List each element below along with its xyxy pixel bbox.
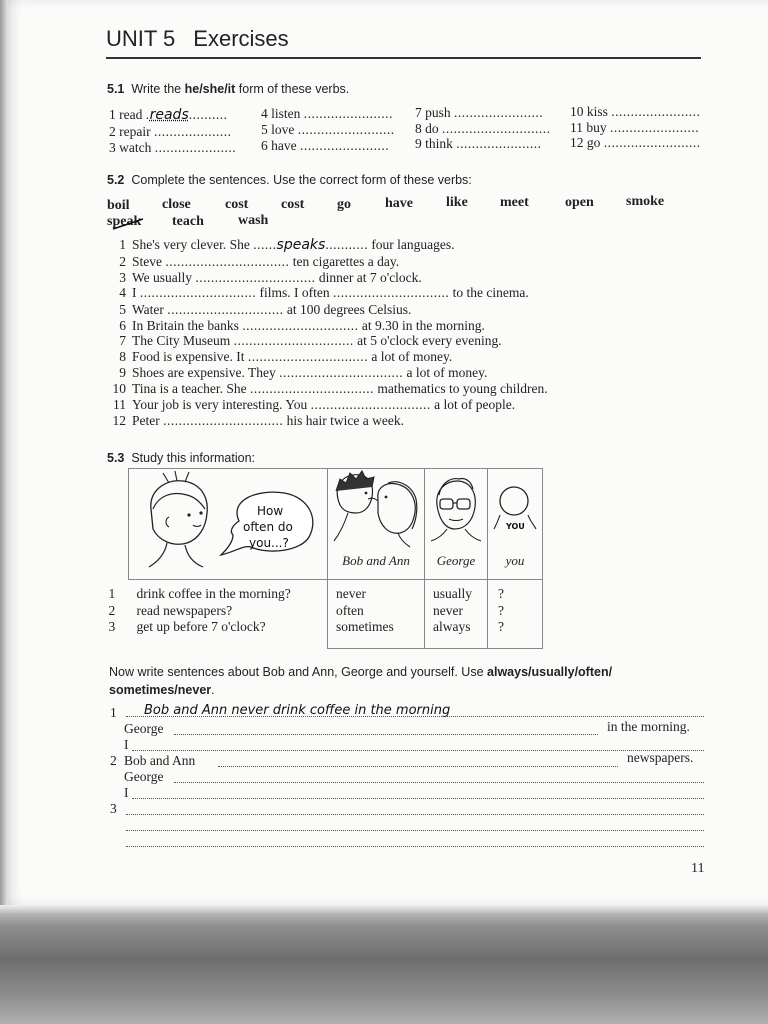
answer-field[interactable]: ............................... (195, 270, 316, 285)
sentence (112, 302, 411, 318)
verb-item (415, 121, 551, 137)
line-start: I (124, 785, 129, 800)
answer-field[interactable]: ....................... (454, 105, 544, 120)
answer-field[interactable]: ................................ (249, 381, 374, 396)
item-number: 2 (108, 602, 116, 618)
frequency-value: sometimes (336, 619, 394, 634)
bob-and-ann-answers (328, 580, 425, 649)
item-number: 7 (119, 333, 126, 348)
sentence-text: a lot of money. (368, 349, 453, 364)
verb-item (261, 138, 389, 154)
page-number: 11 (691, 861, 705, 876)
verb-option: open (565, 195, 594, 210)
answer-field[interactable]: ....................... (303, 106, 393, 121)
sentence-text: Water (132, 302, 168, 317)
illustration-cell (129, 469, 328, 580)
answer-field[interactable]: ............................... (233, 333, 354, 348)
instruction-bold: always/usually/often/ (487, 665, 613, 679)
verb-label: listen (271, 106, 301, 121)
writing-line[interactable] (126, 716, 704, 717)
questioner-illustration (129, 469, 327, 579)
verb-option: like (446, 195, 468, 210)
instruction-text: Study this information: (131, 451, 256, 465)
sentence-text: to the cinema. (449, 285, 529, 300)
writing-line[interactable] (174, 734, 598, 735)
question-text: get up before 7 o'clock? (136, 619, 266, 634)
question-text: read newspapers? (136, 602, 233, 618)
item-number: 6 (261, 138, 268, 153)
verb-option: teach (172, 214, 204, 229)
item-number: 2 (109, 124, 116, 139)
sentence-text: In Britain the banks (132, 318, 243, 333)
sentence (112, 333, 502, 349)
sentence-text: Steve (132, 254, 166, 269)
question-list (109, 586, 291, 636)
exercise-5-3-heading (107, 451, 255, 465)
verb-label: do (425, 121, 439, 136)
verb-label: go (586, 135, 601, 150)
answer-field[interactable]: ............................... (247, 349, 368, 364)
answer-field[interactable]: .............................. (139, 285, 257, 300)
answer-field[interactable]: .............................. (333, 285, 450, 300)
scan-background (0, 905, 768, 1024)
answer-field[interactable]: ....................... (611, 104, 701, 119)
question-row (109, 586, 291, 603)
item-number: 12 (112, 413, 126, 428)
item-number: 8 (119, 349, 126, 364)
sentence (112, 381, 548, 397)
writing-line[interactable] (126, 846, 704, 847)
item-number: 3 (109, 140, 116, 155)
frequency-value: ? (498, 602, 504, 618)
answer-field[interactable]: ......................... (297, 122, 395, 137)
sentence-text: Food is expensive. It (132, 349, 248, 364)
item-number: 12 (570, 135, 584, 150)
item-number: 3 (108, 619, 116, 634)
verb-option-crossed (107, 214, 141, 230)
frequency-value: often (336, 602, 364, 618)
verb-label: have (271, 138, 297, 153)
item-number: 4 (261, 106, 268, 121)
item-number: 11 (570, 120, 583, 135)
column-header: George (436, 553, 476, 568)
exercise-5-1-heading (107, 82, 349, 96)
cross-out-mark (111, 217, 145, 231)
frequency-value: always (433, 619, 471, 634)
answer-field[interactable]: ......................... (603, 135, 701, 150)
item-number: 3 (110, 801, 117, 816)
unit-title: Exercises (193, 26, 289, 51)
line-start: George (124, 721, 164, 736)
exercise-5-2-heading (107, 173, 472, 187)
sentence-text: Tina is a teacher. She (132, 381, 250, 396)
verb-option: smoke (626, 194, 665, 209)
page-binding-shadow (0, 0, 8, 905)
answer-field[interactable]: ................................ (165, 254, 290, 269)
george-illustration (425, 469, 487, 549)
sentence-text: dinner at 7 o'clock. (315, 270, 422, 285)
sentence-text: I (132, 285, 140, 300)
bubble-line: you...? (249, 536, 289, 550)
verb-label: buy (586, 120, 607, 135)
sentence (112, 365, 487, 381)
unit-heading (106, 26, 289, 52)
writing-line[interactable] (132, 798, 704, 799)
verb-item (415, 136, 542, 152)
item-number: 9 (119, 365, 126, 380)
instruction-text: . (211, 683, 215, 697)
verb-label: watch (119, 140, 152, 155)
instruction-text: form of these verbs. (235, 82, 350, 96)
sentence-text: Shoes are expensive. They (132, 365, 280, 380)
sentence-text: We usually (132, 270, 196, 285)
verb-option: wash (238, 213, 269, 228)
verb-item (415, 105, 543, 121)
sentence-text: his hair twice a week. (283, 413, 404, 428)
you-cell (488, 469, 543, 580)
verb-option: close (162, 197, 191, 212)
exercise-number: 5.3 (107, 451, 125, 465)
item-number: 1 (109, 107, 116, 122)
answer-field[interactable]: .............................. (167, 302, 284, 317)
verb-item (261, 106, 393, 122)
bubble-line: How (257, 504, 284, 518)
answer-field[interactable]: ................................ (279, 365, 404, 380)
sentence-text: at 100 degrees Celsius. (283, 302, 412, 317)
item-number: 7 (415, 105, 422, 120)
verb-label: kiss (586, 104, 608, 119)
item-number: 5 (119, 302, 126, 317)
sentence (112, 318, 485, 334)
you-illustration (488, 469, 542, 549)
sentence (112, 413, 404, 429)
sentence (112, 270, 422, 286)
sentence-text: a lot of people. (430, 397, 516, 412)
sentence-text: mathematics to young children. (373, 381, 548, 396)
line-end: in the morning. (607, 719, 690, 734)
verb-label: think (425, 136, 453, 151)
answer-field[interactable]: Bob and Ann never drink coffee in the morning (144, 703, 451, 718)
writing-instruction (109, 663, 612, 699)
bob-and-ann-illustration (328, 469, 424, 549)
answer-field[interactable]: ....................... (610, 120, 700, 135)
writing-line[interactable] (174, 782, 704, 783)
verb-item (109, 124, 231, 140)
answer-field[interactable]: ............................... (310, 397, 431, 412)
frequency-value: ? (498, 619, 504, 634)
sentence (112, 349, 452, 365)
sentence-text: Your job is very interesting. You (132, 397, 311, 412)
questions-cell (108, 580, 328, 649)
verb-option: cost (225, 197, 249, 212)
verb-option: cost (281, 197, 305, 212)
instruction-text: Now write sentences about Bob and Ann, George and yourself. Use (109, 665, 488, 679)
verb-label: push (425, 105, 451, 120)
instruction-bold: sometimes/never (109, 683, 212, 697)
sentence-text: She's very clever. She (132, 237, 254, 252)
sentence-text: The City Museum (132, 333, 234, 348)
item-number: 2 (119, 254, 126, 269)
item-number: 10 (570, 104, 584, 119)
sentence-text: films. I often (256, 285, 333, 300)
frequency-value: never (433, 602, 463, 618)
verb-item: 1 read .reads.......... (109, 107, 228, 123)
verb-item (570, 135, 701, 151)
instruction-bold: he/she/it (184, 82, 236, 96)
frequency-table (108, 468, 543, 649)
answer-field[interactable]: reads (149, 107, 189, 123)
verb-option: boil (107, 198, 130, 213)
item-number: 1 (110, 705, 117, 720)
answer-field[interactable]: ............................ (442, 121, 551, 136)
line-end: newspapers. (627, 750, 694, 765)
title-rule (106, 57, 701, 59)
verb-option: speak (107, 214, 142, 229)
answer-field[interactable]: ............................... (163, 413, 284, 428)
verb-label: love (271, 122, 295, 137)
you-answers (488, 580, 543, 649)
bob-and-ann-cell (328, 469, 425, 580)
answer-field[interactable]: .............................. (242, 318, 359, 333)
sentence-text: four languages. (367, 237, 455, 252)
verb-item (109, 140, 236, 156)
verb-item (570, 120, 699, 136)
answer-field[interactable]: ..................... (154, 140, 237, 155)
verb-label: repair (119, 124, 151, 139)
sentence (112, 397, 515, 413)
verb-option: meet (500, 195, 529, 210)
item-number: 1 (119, 237, 126, 252)
column-header: Bob and Ann (342, 553, 410, 568)
writing-line[interactable] (132, 750, 704, 751)
frequency-value: ? (498, 586, 504, 601)
sentence (112, 254, 399, 270)
question-row (109, 603, 291, 620)
answer-field[interactable]: speaks (276, 237, 326, 253)
question-text: drink coffee in the morning? (136, 586, 291, 601)
item-number: 4 (119, 285, 126, 300)
line-start: George (124, 769, 164, 784)
verb-label: read (119, 107, 143, 122)
sentence (112, 285, 529, 301)
line-start: I (124, 737, 129, 752)
question-row (109, 619, 291, 636)
writing-line[interactable] (218, 766, 618, 767)
item-number: 11 (113, 397, 126, 412)
item-number: 10 (112, 381, 126, 396)
sentence-text: at 5 o'clock every evening. (353, 333, 502, 348)
george-answers (425, 580, 488, 649)
verb-item (261, 122, 395, 138)
frequency-value: usually (433, 586, 472, 601)
verb-item (570, 104, 700, 120)
column-header: you (505, 553, 525, 568)
item-number: 9 (415, 136, 422, 151)
verb-option: go (337, 197, 351, 212)
instruction-text: Complete the sentences. Use the correct form of these verbs: (131, 173, 472, 187)
item-number: 3 (119, 270, 126, 285)
sentence-text: Peter (132, 413, 164, 428)
verb-option: have (385, 196, 413, 211)
instruction-text: Write the (131, 82, 185, 96)
george-cell (425, 469, 488, 580)
writing-line[interactable] (126, 814, 704, 815)
sentence-text: ten cigarettes a day. (289, 254, 400, 269)
item-number: 8 (415, 121, 422, 136)
sentence-text: at 9.30 in the morning. (358, 318, 485, 333)
unit-label: UNIT 5 (106, 26, 176, 51)
item-number: 2 (110, 753, 117, 768)
sentence: 1 She's very clever. She ......speaks........... four languages. (112, 237, 455, 253)
bubble-line: often do (243, 520, 293, 534)
answer-field[interactable]: ...................... (456, 136, 542, 151)
item-number: 1 (108, 586, 116, 601)
exercise-number: 5.1 (107, 82, 125, 96)
frequency-value: never (336, 586, 366, 601)
item-number: 5 (261, 122, 268, 137)
answer-field[interactable]: .................... (153, 124, 232, 139)
exercise-number: 5.2 (107, 173, 125, 187)
item-number: 6 (119, 318, 126, 333)
writing-line[interactable] (126, 830, 704, 831)
line-start: Bob and Ann (124, 753, 196, 768)
you-label: YOU (506, 522, 525, 531)
sentence-text: a lot of money. (403, 365, 488, 380)
answer-field[interactable]: ....................... (299, 138, 390, 153)
